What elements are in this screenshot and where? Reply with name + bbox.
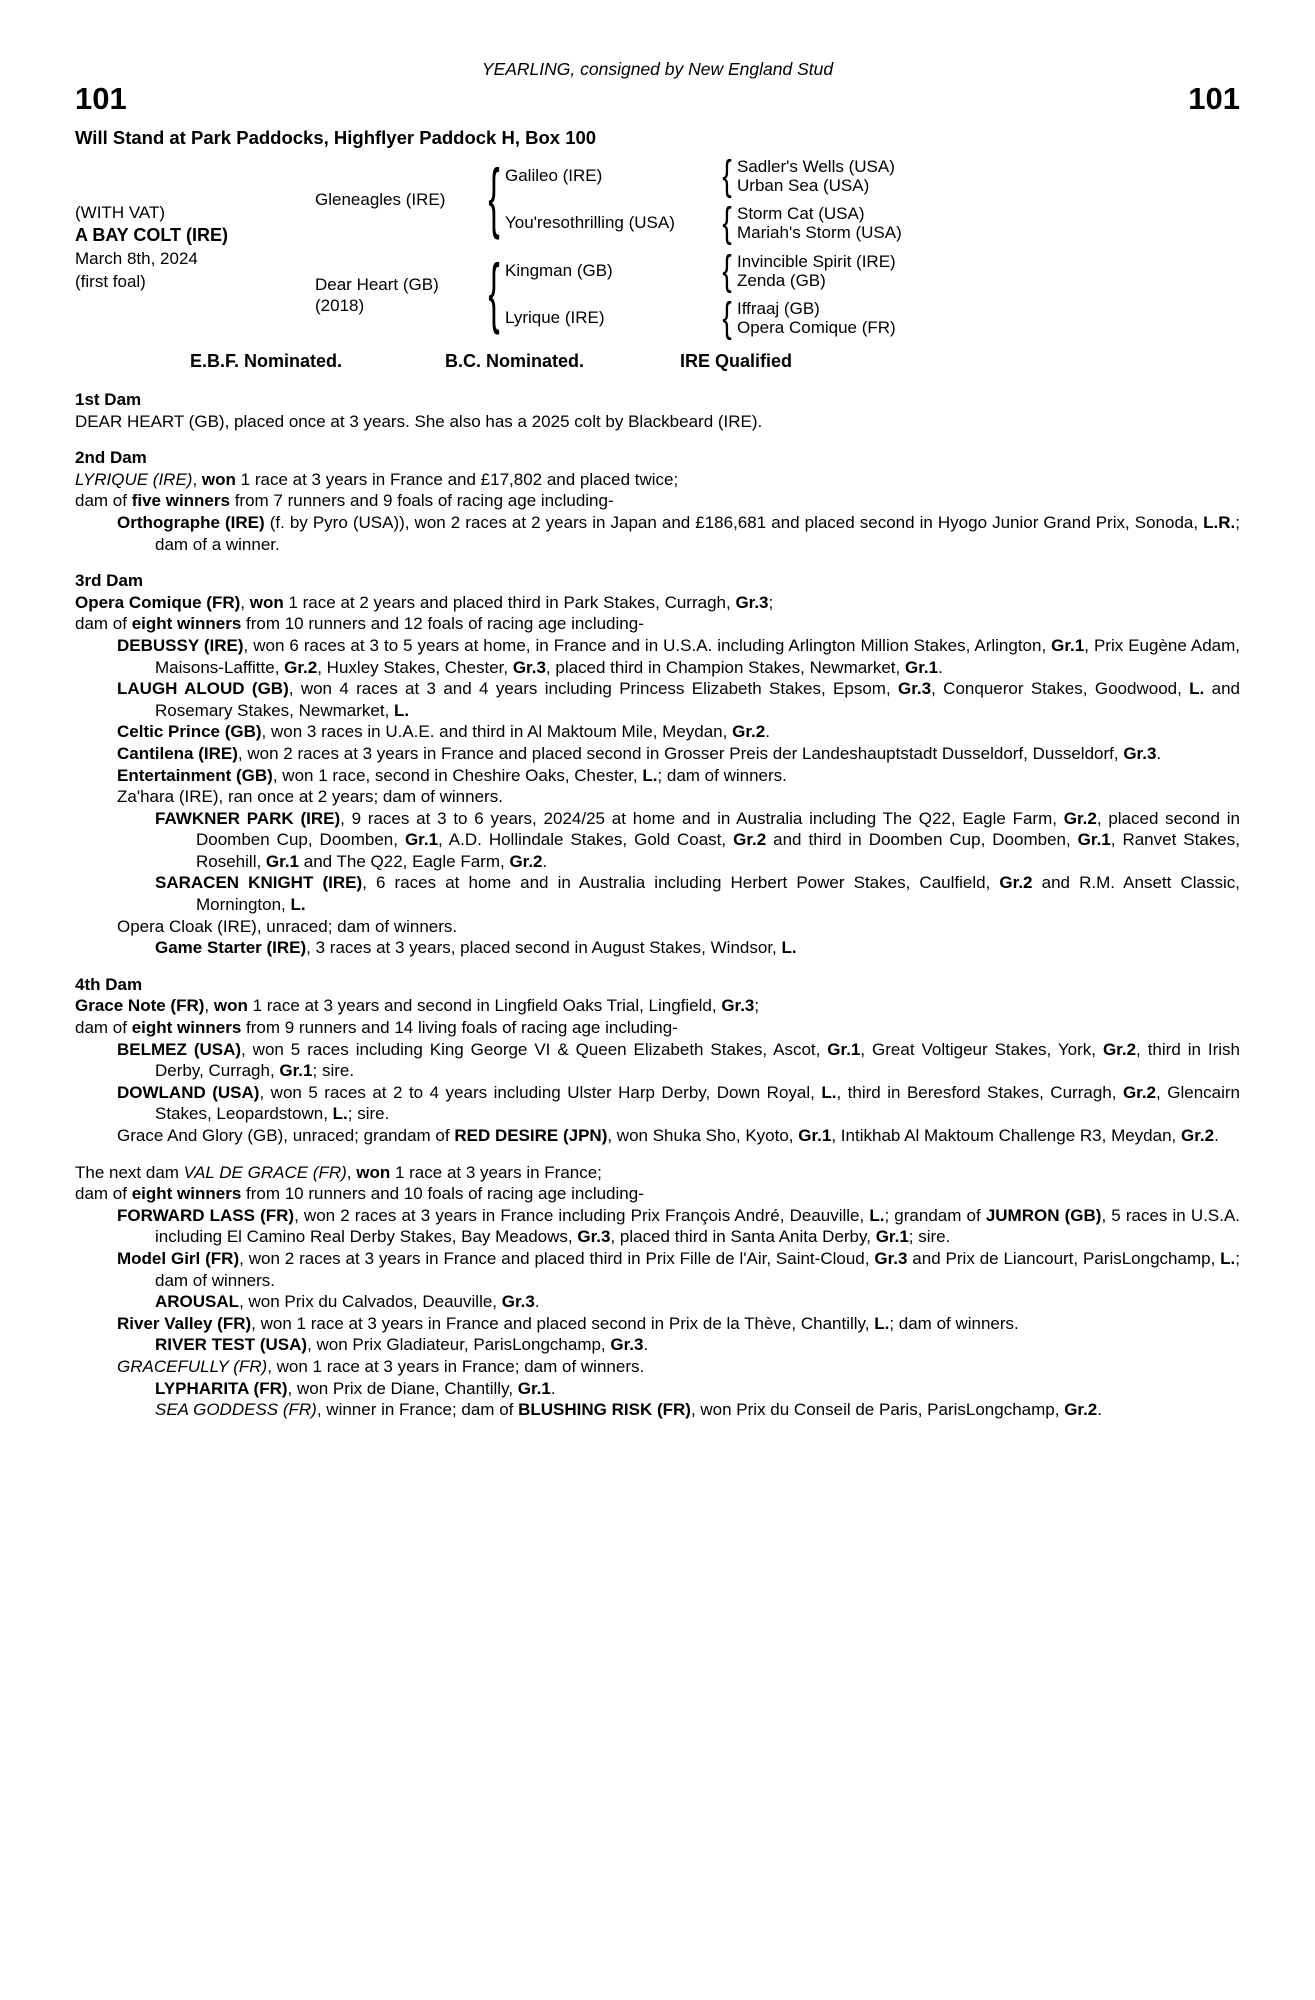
text-segment: and The Q22, Eagle Farm, [299,851,510,871]
text-segment: L. [874,1313,890,1333]
sire-cell [315,189,483,210]
text-segment: Gr.1 [904,657,939,677]
text-segment: DEAR HEART (GB), placed once at 3 years. She also has a 2025 colt by Blackbeard (IRE). [75,411,763,431]
text-segment: ; [754,996,760,1016]
text-segment: Gr.2 [1063,808,1097,828]
pedigree-paragraph [75,808,1240,873]
catalogue-body [75,389,1240,1421]
text-segment: Gr.1 [827,1039,861,1059]
text-segment: ; dam of winners. [657,765,787,785]
dam-year: (2018) [315,295,365,315]
text-segment: Gr.3 [512,657,546,677]
pedigree-paragraph [75,1039,1240,1082]
text-segment: Cantilena (IRE) [117,743,238,763]
text-segment: , third in Irish Derby, Curragh, [155,1039,1240,1081]
text-segment: L. [394,700,410,720]
pedigree-paragraph [75,1082,1240,1125]
text-segment: SEA GODDESS (FR) [155,1400,317,1420]
text-segment: , won 2 races at 3 years in France including Prix François André, Deauville, [294,1205,870,1225]
section-heading: 1st Dam [75,390,142,409]
text-segment: , placed second in Doomben Cup, Doomben, [196,808,1240,850]
text-segment: RED DESIRE (JPN) [454,1126,608,1145]
text-segment: Gr.2 [1122,1082,1157,1102]
ggp-name: Invincible Spirit (IRE) [737,252,896,271]
text-segment: Gr.3 [735,592,769,612]
text-segment: Gr.3 [610,1335,644,1355]
pedigree-paragraph [75,678,1240,721]
text-segment: , won 1 race at 3 years in France; dam of winners. [267,1356,645,1376]
text-segment: LYPHARITA (FR) [155,1378,288,1398]
ggp-name: Opera Comique (FR) [737,318,896,337]
text-segment: dam of [75,1184,132,1204]
dam-section [75,570,1240,959]
ire-qualified-label: IRE Qualified [680,351,793,371]
text-segment: , third in Beresford Stakes, Curragh, [836,1082,1123,1102]
text-segment: GRACEFULLY (FR) [117,1356,268,1376]
text-segment: Gr.1 [404,830,439,850]
ebf-nominated-label: E.B.F. Nominated. [190,351,343,371]
text-segment: from 9 runners and 14 living foals of racing age including- [241,1018,678,1038]
text-segment: , won 6 races at 3 to 5 years at home, in France and in U.S.A. including Arlington Million Stakes, Arlington, [243,635,1052,655]
dam-section [75,1162,1240,1421]
sire-sire-name: Galileo (IRE) [505,166,603,185]
pedigree-paragraph [75,469,1240,491]
dam-section [75,974,1240,1147]
text-segment: eight winners [131,1018,242,1038]
dam-sire-parents [737,252,1240,290]
dam-grandparents [505,247,1240,341]
text-segment: River Valley (FR) [117,1313,252,1333]
pedigree-paragraph [75,635,1240,678]
text-segment: , won 5 races at 2 to 4 years including Ulster Harp Derby, Down Royal, [259,1082,822,1102]
sire-grandparents [505,152,1240,246]
brace-icon: { [488,249,500,338]
dam-section [75,389,1240,432]
text-segment: . [534,1292,540,1312]
pedigree-paragraph [75,1248,1240,1291]
dam-cell [315,274,483,316]
ggp-name: Sadler's Wells (USA) [737,157,895,176]
pedigree-paragraph [75,1183,1240,1205]
text-segment: DEBUSSY (IRE) [117,635,244,655]
pedigree-paragraph [75,1017,1240,1039]
text-segment: Gr.1 [798,1126,832,1145]
text-segment: (f. by Pyro (USA)), won 2 races at 2 years in Japan and £186,681 and placed second in Hyogo Junior Grand Prix, Sonoda, [264,512,1204,532]
brace-icon: { [488,154,500,243]
sire-dam-parents [737,204,1240,242]
text-segment: , won 1 race at 3 years in France and placed second in Prix de la Thève, Chantilly, [251,1313,875,1333]
text-segment: , [240,592,250,612]
pedigree-paragraph [75,613,1240,635]
text-segment: FAWKNER PARK (IRE) [155,808,341,828]
pedigree-paragraph [75,490,1240,512]
text-segment: FORWARD LASS (FR) [117,1205,295,1225]
text-segment: Orthographe (IRE) [117,512,265,532]
pedigree-table [75,152,1240,341]
section-heading: 2nd Dam [75,448,147,468]
text-segment: Gr.3 [577,1227,611,1247]
pedigree-tree [315,152,1240,341]
pedigree-paragraph [75,1162,1240,1184]
text-segment: from 10 runners and 10 foals of racing age including- [241,1184,644,1204]
text-segment: dam of [75,614,132,634]
text-segment: Grace And Glory (GB), unraced; grandam of [117,1126,455,1145]
text-segment: Gr.2 [284,657,318,677]
pedigree-paragraph [75,916,1240,938]
text-segment: Model Girl (FR) [117,1248,240,1268]
text-segment: . [1097,1400,1103,1420]
pedigree-paragraph [75,765,1240,787]
colt-info [75,157,315,337]
dam-dam-parents [737,299,1240,337]
text-segment: Gr.1 [875,1227,909,1247]
text-segment: Gr.2 [999,873,1033,893]
text-segment: , won 1 race, second in Cheshire Oaks, Chester, [272,765,643,785]
text-segment: . [1214,1126,1219,1145]
text-segment: , Ranvet Stakes, Rosehill, [196,830,1240,871]
text-segment: from 10 runners and 12 foals of racing age including- [241,614,644,634]
lot-number-right: 101 [1188,81,1240,116]
text-segment: , placed third in Champion Stakes, Newmarket, [545,657,905,677]
text-segment: L. [642,765,658,785]
text-segment: , won Shuka Sho, Kyoto, [607,1126,799,1145]
lot-number-left: 101 [75,81,127,116]
text-segment: , won Prix du Conseil de Paris, ParisLongchamp, [690,1400,1065,1420]
text-segment: eight winners [131,614,242,634]
text-segment: , won Prix du Calvados, Deauville, [239,1292,502,1312]
text-segment: , won 3 races in U.A.E. and third in Al Maktoum Mile, Meydan, [261,722,733,742]
text-segment: , Glencairn Stakes, Leopardstown, [155,1082,1240,1124]
text-segment: and Prix de Liancourt, ParisLongchamp, [907,1248,1221,1268]
text-segment: Gr.3 [874,1248,908,1268]
text-segment: L. [332,1104,348,1124]
text-segment: won [356,1162,391,1182]
text-segment: 1 race at 3 years and second in Lingfield Oaks Trial, Lingfield, [247,996,722,1016]
text-segment: SARACEN KNIGHT (IRE) [155,873,363,893]
text-segment: BLUSHING RISK (FR) [518,1400,691,1420]
text-segment: , won 5 races including King George VI & Queen Elizabeth Stakes, Ascot, [241,1039,828,1059]
text-segment: , 6 races at home and in Australia including Herbert Power Stakes, Caulfield, [362,873,1000,893]
text-segment: 1 race at 2 years and placed third in Park Stakes, Curragh, [283,592,736,612]
text-segment: Za'hara (IRE), ran once at 2 years; dam of winners. [117,787,503,807]
pedigree-paragraph [75,1125,1240,1147]
sire-dam-name: You'resothrilling (USA) [505,213,675,232]
text-segment: . [765,722,770,742]
text-segment: . [938,657,943,677]
text-segment: BELMEZ (USA) [117,1039,242,1059]
text-segment: , placed third in Santa Anita Derby, [610,1227,876,1247]
ggp-name: Urban Sea (USA) [737,176,870,195]
text-segment: Opera Comique (FR) [75,592,241,612]
text-segment: , Huxley Stakes, Chester, [317,657,513,677]
dam-sire-row [505,247,1240,294]
bc-nominated-label: B.C. Nominated. [445,351,585,371]
pedigree-paragraph [75,411,1240,433]
text-segment: , won 2 races at 3 years in France and placed third in Prix Fille de l'Air, Saint-Cloud, [239,1248,875,1268]
vat-label: (WITH VAT) [75,203,166,222]
text-segment: and R.M. Ansett Classic, Mornington, [196,873,1240,915]
brace-icon: { [722,152,732,199]
foal-date: March 8th, 2024 [75,249,198,268]
text-segment: won [249,592,284,612]
text-segment: , [204,996,214,1016]
pedigree-paragraph [75,1334,1240,1356]
dam-dam-name: Lyrique (IRE) [505,308,605,327]
text-segment: Gr.3 [501,1292,535,1312]
consignor-line: YEARLING, consigned by New England Stud [481,59,834,79]
text-segment: and third in Doomben Cup, Doomben, [766,830,1078,850]
text-segment: , 9 races at 3 to 6 years, 2024/25 at home and in Australia including The Q22, Eagle Farm, [340,808,1064,828]
text-segment: ; dam of winners. [155,1248,1241,1290]
text-segment: Gr.1 [517,1378,551,1398]
text-segment: JUMRON (GB) [985,1205,1102,1225]
text-segment: ; grandam of [884,1205,986,1225]
lot-number-row [75,82,1240,116]
text-segment: L.R. [1203,512,1236,532]
text-segment: Gr.3 [721,996,755,1016]
text-segment: from 7 runners and 9 foals of racing age including- [229,491,614,511]
pedigree-paragraph [75,872,1240,915]
pedigree-paragraph [75,995,1240,1017]
ggp-name: Iffraaj (GB) [737,299,820,318]
dam-dam-row [505,294,1240,341]
text-segment: won [213,996,248,1016]
brace-icon: { [722,294,732,341]
text-segment: , won Prix Gladiateur, ParisLongchamp, [307,1335,611,1355]
pedigree-paragraph [75,721,1240,743]
colt-name: A BAY COLT (IRE) [75,225,229,245]
pedigree-paragraph [75,1378,1240,1400]
text-segment: The next dam [75,1162,184,1182]
pedigree-paragraph [75,1205,1240,1248]
text-segment: ; dam of winners. [889,1313,1019,1333]
ggp-name: Storm Cat (USA) [737,204,865,223]
ggp-name: Mariah's Storm (USA) [737,223,902,242]
text-segment: . [550,1378,556,1398]
text-segment: . [542,851,548,871]
text-segment: , won 2 races at 3 years in France and placed second in Grosser Preis der Landeshauptstadt Dusseldorf, Dusseldorf, [237,743,1124,763]
text-segment: Gr.3 [898,679,932,699]
text-segment: five winners [131,491,230,511]
text-segment: , [346,1162,357,1182]
text-segment: ; dam of a winner. [155,512,1240,554]
text-segment: , Conqueror Stakes, Goodwood, [931,679,1190,699]
text-segment: , winner in France; dam of [316,1400,519,1420]
sire-family [315,152,1240,246]
text-segment: AROUSAL [155,1292,240,1312]
text-segment: 1 race at 3 years in France; [390,1162,602,1182]
pedigree-paragraph [75,1291,1240,1313]
text-segment: , 3 races at 3 years, placed second in August Stakes, Windsor, [306,938,782,958]
text-segment: ; sire. [347,1104,390,1124]
text-segment: dam of [75,491,132,511]
text-segment: L. [869,1205,885,1225]
sire-sire-row [505,152,1240,199]
pedigree-paragraph [75,512,1240,555]
text-segment: , Great Voltigeur Stakes, York, [860,1039,1103,1059]
ggp-name: Zenda (GB) [737,271,826,290]
text-segment: Gr.2 [1181,1126,1215,1145]
text-segment: , won Prix de Diane, Chantilly, [287,1378,518,1398]
text-segment: Gr.1 [1051,635,1085,655]
pedigree-paragraph [75,592,1240,614]
text-segment: L. [1220,1248,1236,1268]
text-segment: DOWLAND (USA) [117,1082,260,1102]
text-segment: . [1156,743,1162,763]
dam-section [75,447,1240,555]
dam-family [315,247,1240,341]
text-segment: 1 race at 3 years in France and £17,802 and placed twice; [235,469,679,489]
text-segment: Grace Note (FR) [75,996,205,1016]
text-segment: eight winners [131,1184,242,1204]
text-segment: ; sire. [908,1227,951,1247]
dam-sire-name: Kingman (GB) [505,261,613,280]
text-segment: L. [290,895,306,915]
text-segment: LYRIQUE (IRE) [75,469,193,489]
text-segment: ; [768,592,774,612]
brace-icon: { [722,199,732,246]
text-segment: L. [781,938,797,958]
text-segment: Gr.2 [1064,1400,1098,1420]
text-segment: LAUGH ALOUD (GB) [117,679,289,699]
pedigree-paragraph [75,743,1240,765]
text-segment: . [643,1335,649,1355]
text-segment: , 5 races in U.S.A. including El Camino Real Derby Stakes, Bay Meadows, [155,1205,1241,1247]
text-segment: , [192,469,202,489]
text-segment: Gr.2 [732,722,766,742]
text-segment: , Prix Eugène Adam, Maisons-Laffitte, [155,635,1240,677]
text-segment: RIVER TEST (USA) [155,1335,308,1355]
text-segment: , Intikhab Al Maktoum Challenge R3, Meydan, [831,1126,1181,1145]
nominations-row [75,351,1240,374]
text-segment: L. [1189,679,1205,699]
text-segment: Celtic Prince (GB) [117,722,262,742]
text-segment: Gr.2 [1102,1039,1137,1059]
section-heading: 4th Dam [75,974,143,994]
pedigree-paragraph [75,1356,1240,1378]
sire-dam-row [505,199,1240,246]
text-segment: Gr.1 [265,851,300,871]
section-heading: 3rd Dam [75,571,144,591]
text-segment: , A.D. Hollindale Stakes, Gold Coast, [438,830,734,850]
text-segment: dam of [75,1018,132,1038]
dam-name: Dear Heart (GB) [315,274,439,294]
text-segment: ; sire. [312,1061,355,1081]
brace-icon: { [722,247,732,294]
sire-sire-parents [737,157,1240,195]
pedigree-paragraph [75,1313,1240,1335]
text-segment: won [201,469,236,489]
text-segment: L. [821,1082,837,1102]
text-segment: Gr.1 [1077,830,1111,850]
text-segment: and Rosemary Stakes, Newmarket, [155,679,1240,720]
text-segment: Gr.1 [279,1061,313,1081]
foal-note: (first foal) [75,272,146,291]
text-segment: Gr.2 [733,830,767,850]
text-segment: Entertainment (GB) [117,765,273,785]
pedigree-paragraph [75,1399,1240,1421]
stand-location-line: Will Stand at Park Paddocks, Highflyer Paddock H, Box 100 [75,127,597,148]
text-segment: Game Starter (IRE) [155,938,307,958]
text-segment: Gr.2 [509,851,543,871]
pedigree-paragraph [75,786,1240,808]
text-segment: Gr.3 [1123,743,1157,763]
text-segment: VAL DE GRACE (FR) [183,1162,347,1182]
pedigree-paragraph [75,937,1240,959]
sire-name: Gleneagles (IRE) [315,190,446,209]
text-segment: Opera Cloak (IRE), unraced; dam of winners. [117,916,458,936]
text-segment: , won 4 races at 3 and 4 years including Princess Elizabeth Stakes, Epsom, [288,679,899,699]
